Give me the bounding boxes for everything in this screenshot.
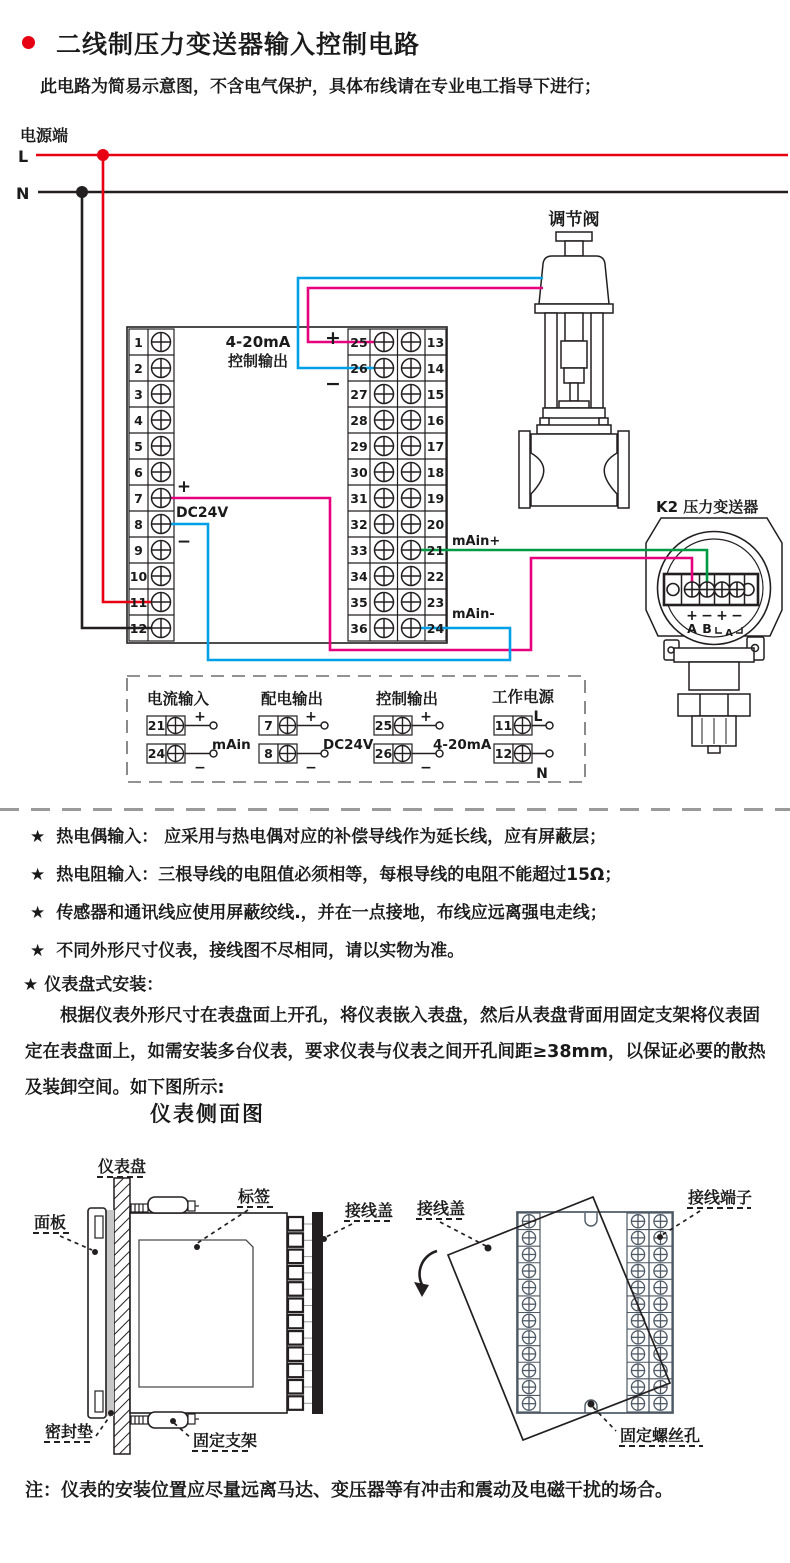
terminal26-minus: − xyxy=(325,373,341,395)
panel-board-label: 仪表盘 xyxy=(98,1157,147,1176)
gasket-label: 密封垫 xyxy=(45,1422,94,1441)
terminal-cover-label-side: 接线盖 xyxy=(345,1201,394,1220)
star-icon: ★ xyxy=(30,941,46,961)
star-icon: ★ xyxy=(30,827,46,847)
svg-text:19: 19 xyxy=(426,491,445,506)
tx-sign2: − xyxy=(701,608,713,624)
legend-group-control-output xyxy=(374,689,492,776)
svg-text:26: 26 xyxy=(350,361,368,376)
main-minus-label: mAin- xyxy=(452,607,495,622)
svg-text:2: 2 xyxy=(134,361,143,376)
bottom-screw-head xyxy=(188,1414,195,1424)
dashed-separator xyxy=(0,808,790,811)
legend-group-power-output xyxy=(259,689,374,776)
legend-num: 12 xyxy=(494,746,513,761)
svg-text:15: 15 xyxy=(426,387,445,402)
dc24v-minus: − xyxy=(176,532,192,552)
svg-text:30: 30 xyxy=(350,465,368,480)
legend-num: 8 xyxy=(264,746,273,761)
pressure-transmitter xyxy=(646,518,782,753)
tx-terminal-b: B xyxy=(702,621,712,636)
svg-text:23: 23 xyxy=(426,595,445,610)
svg-text:4: 4 xyxy=(134,413,143,428)
star-icon: ★ xyxy=(30,865,46,885)
svg-text:24: 24 xyxy=(426,621,445,636)
bottom-bracket xyxy=(148,1412,188,1428)
svg-text:21: 21 xyxy=(426,543,445,558)
note-item xyxy=(30,826,770,849)
control-output-label-2: 控制输出 xyxy=(227,352,289,370)
page-subtitle: 此电路为简易示意图，不含电气保护，具体布线请在专业电工指导下进行； xyxy=(40,77,601,97)
svg-text:28: 28 xyxy=(350,413,368,428)
tag-label: 标签 xyxy=(238,1187,271,1206)
figure-title: 仪表侧面图 xyxy=(150,1101,265,1126)
page-title: 二线制压力变送器输入控制电路 xyxy=(56,30,421,59)
neutral-label: N xyxy=(16,184,30,203)
note-text: 热电偶输入： 应采用与热电偶对应的补偿导线作为延长线，应有屏蔽层； xyxy=(56,827,607,847)
svg-text:29: 29 xyxy=(350,439,368,454)
legend-title: 电流输入 xyxy=(147,690,210,708)
note-text: 不同外形尺寸仪表，接线图不尽相同，请以实物为准。 xyxy=(56,941,465,961)
panel-slot-bottom xyxy=(95,1391,103,1412)
tag-area xyxy=(139,1240,253,1387)
screw-hole-label: 固定螺丝孔 xyxy=(620,1426,701,1445)
control-valve xyxy=(519,232,629,508)
tx-sign1: + xyxy=(686,608,698,624)
legend-num: 21 xyxy=(147,718,166,733)
install-paragraph: 根据仪表外形尺寸在表盘面上开孔，将仪表嵌入表盘，然后从表盘背面用固定支架将仪表固定在表盘面上，如需安装多台仪表，要求仪表与仪表之间开孔间距≥38mm，以保证必要的散热及装卸空间。如下图所示: xyxy=(25,1006,766,1098)
legend-sign: + xyxy=(420,709,432,725)
star-icon: ★ xyxy=(23,975,39,995)
legend-title: 工作电源 xyxy=(492,688,555,706)
tx-sign3: + xyxy=(716,608,728,624)
top-screw-head xyxy=(188,1201,195,1211)
dc24v-label: DC24V xyxy=(176,505,229,521)
back-view-diagram xyxy=(414,1188,752,1446)
tx-meter-label: A xyxy=(725,628,733,639)
legend-num: 24 xyxy=(147,746,166,761)
transmitter-label: K2 压力变送器 xyxy=(656,498,759,516)
svg-text:20: 20 xyxy=(426,517,445,532)
star-icon: ★ xyxy=(30,903,46,923)
svg-text:5: 5 xyxy=(134,439,143,454)
main-plus-label: mAin+ xyxy=(452,534,501,549)
svg-text:31: 31 xyxy=(350,491,368,506)
note-item xyxy=(30,864,770,887)
rotation-arrow xyxy=(420,1251,437,1288)
svg-text:22: 22 xyxy=(426,569,445,584)
legend-sign: + xyxy=(194,709,206,725)
svg-text:11: 11 xyxy=(129,595,148,610)
note-item xyxy=(30,902,770,925)
note-text: 传感器和通讯线应使用屏蔽绞线.，并在一点接地，布线应远离强电走线； xyxy=(56,903,607,923)
svg-text:6: 6 xyxy=(134,465,143,480)
legend-title: 控制输出 xyxy=(376,690,439,708)
control-output-label-1: 4-20mA xyxy=(225,333,291,351)
legend-num: 26 xyxy=(374,746,393,761)
terminal-cover-bar xyxy=(312,1212,323,1414)
legend-sign: + xyxy=(305,709,317,725)
legend-num: 11 xyxy=(494,718,513,733)
svg-text:17: 17 xyxy=(426,439,445,454)
tx-terminal-a: A xyxy=(687,621,697,636)
legend-side-label: DC24V xyxy=(323,737,374,753)
note-item xyxy=(23,974,770,997)
valve-label: 调节阀 xyxy=(548,210,600,230)
wiring-diagram xyxy=(0,110,790,802)
note-item xyxy=(30,940,770,963)
power-terminal-label: 电源端 xyxy=(20,126,69,145)
title-bullet-icon xyxy=(22,36,35,49)
panel-board-bar xyxy=(114,1178,130,1454)
svg-text:13: 13 xyxy=(426,335,445,350)
svg-text:9: 9 xyxy=(134,543,143,558)
rear-terminal-squares xyxy=(288,1217,303,1410)
tx-sign4: − xyxy=(731,608,743,624)
svg-text:27: 27 xyxy=(350,387,368,402)
front-panel-label: 面板 xyxy=(34,1213,67,1232)
terminal-block xyxy=(127,327,447,643)
footer-note: 注：仪表的安装位置应尽量远离马达、变压器等有冲击和震动及电磁干扰的场合。 xyxy=(25,1480,673,1501)
legend-screws xyxy=(280,718,296,762)
svg-text:32: 32 xyxy=(350,517,368,532)
legend-sign: − xyxy=(194,760,206,776)
svg-text:1: 1 xyxy=(134,335,143,350)
terminal-cover-label-back: 接线盖 xyxy=(417,1199,466,1218)
installation-diagrams xyxy=(0,1140,790,1470)
legend-num: 7 xyxy=(264,718,273,733)
dc24v-plus: + xyxy=(176,477,192,497)
front-panel-shape xyxy=(88,1208,106,1418)
svg-text:36: 36 xyxy=(350,621,368,636)
terminals-label: 接线端子 xyxy=(688,1188,753,1207)
svg-text:12: 12 xyxy=(129,621,148,636)
svg-text:18: 18 xyxy=(426,465,445,480)
svg-text:16: 16 xyxy=(426,413,445,428)
legend-screws xyxy=(395,718,411,762)
legend-screws xyxy=(168,718,184,762)
legend-group-current-input xyxy=(147,689,251,776)
terminal-ledger-lines xyxy=(303,1224,312,1403)
svg-text:33: 33 xyxy=(350,543,368,558)
top-bracket xyxy=(148,1197,188,1213)
legend-group-working-power xyxy=(492,687,555,782)
svg-text:14: 14 xyxy=(426,361,445,376)
rotation-arrowhead xyxy=(414,1282,429,1297)
legend-side-label: 4-20mA xyxy=(433,737,492,753)
side-view-diagram xyxy=(33,1157,394,1454)
gasket-strip xyxy=(106,1210,114,1416)
legend-sign: L xyxy=(533,709,543,725)
svg-text:10: 10 xyxy=(129,569,148,584)
panel-slot-top xyxy=(95,1216,103,1238)
terminal25-plus: + xyxy=(325,327,341,349)
svg-text:8: 8 xyxy=(134,517,143,532)
bracket-label: 固定支架 xyxy=(193,1431,258,1450)
legend-sign: N xyxy=(536,766,548,782)
legend-side-label: mAin xyxy=(212,737,251,753)
legend-num: 25 xyxy=(374,718,393,733)
svg-text:34: 34 xyxy=(350,569,368,584)
svg-text:7: 7 xyxy=(134,491,143,506)
live-label: L xyxy=(18,147,29,166)
svg-text:35: 35 xyxy=(350,595,368,610)
legend-title: 配电输出 xyxy=(261,690,324,708)
svg-text:3: 3 xyxy=(134,387,143,402)
svg-text:25: 25 xyxy=(350,335,368,350)
legend-sign: − xyxy=(420,760,432,776)
notes-list xyxy=(23,826,770,1012)
note-text: 热电阻输入：三根导线的电阻值必须相等，每根导线的电阻不能超过15Ω； xyxy=(56,865,622,885)
legend-sign: − xyxy=(305,760,317,776)
legend-screws xyxy=(515,718,531,762)
note-text: 仪表盘式安装： xyxy=(44,975,164,995)
